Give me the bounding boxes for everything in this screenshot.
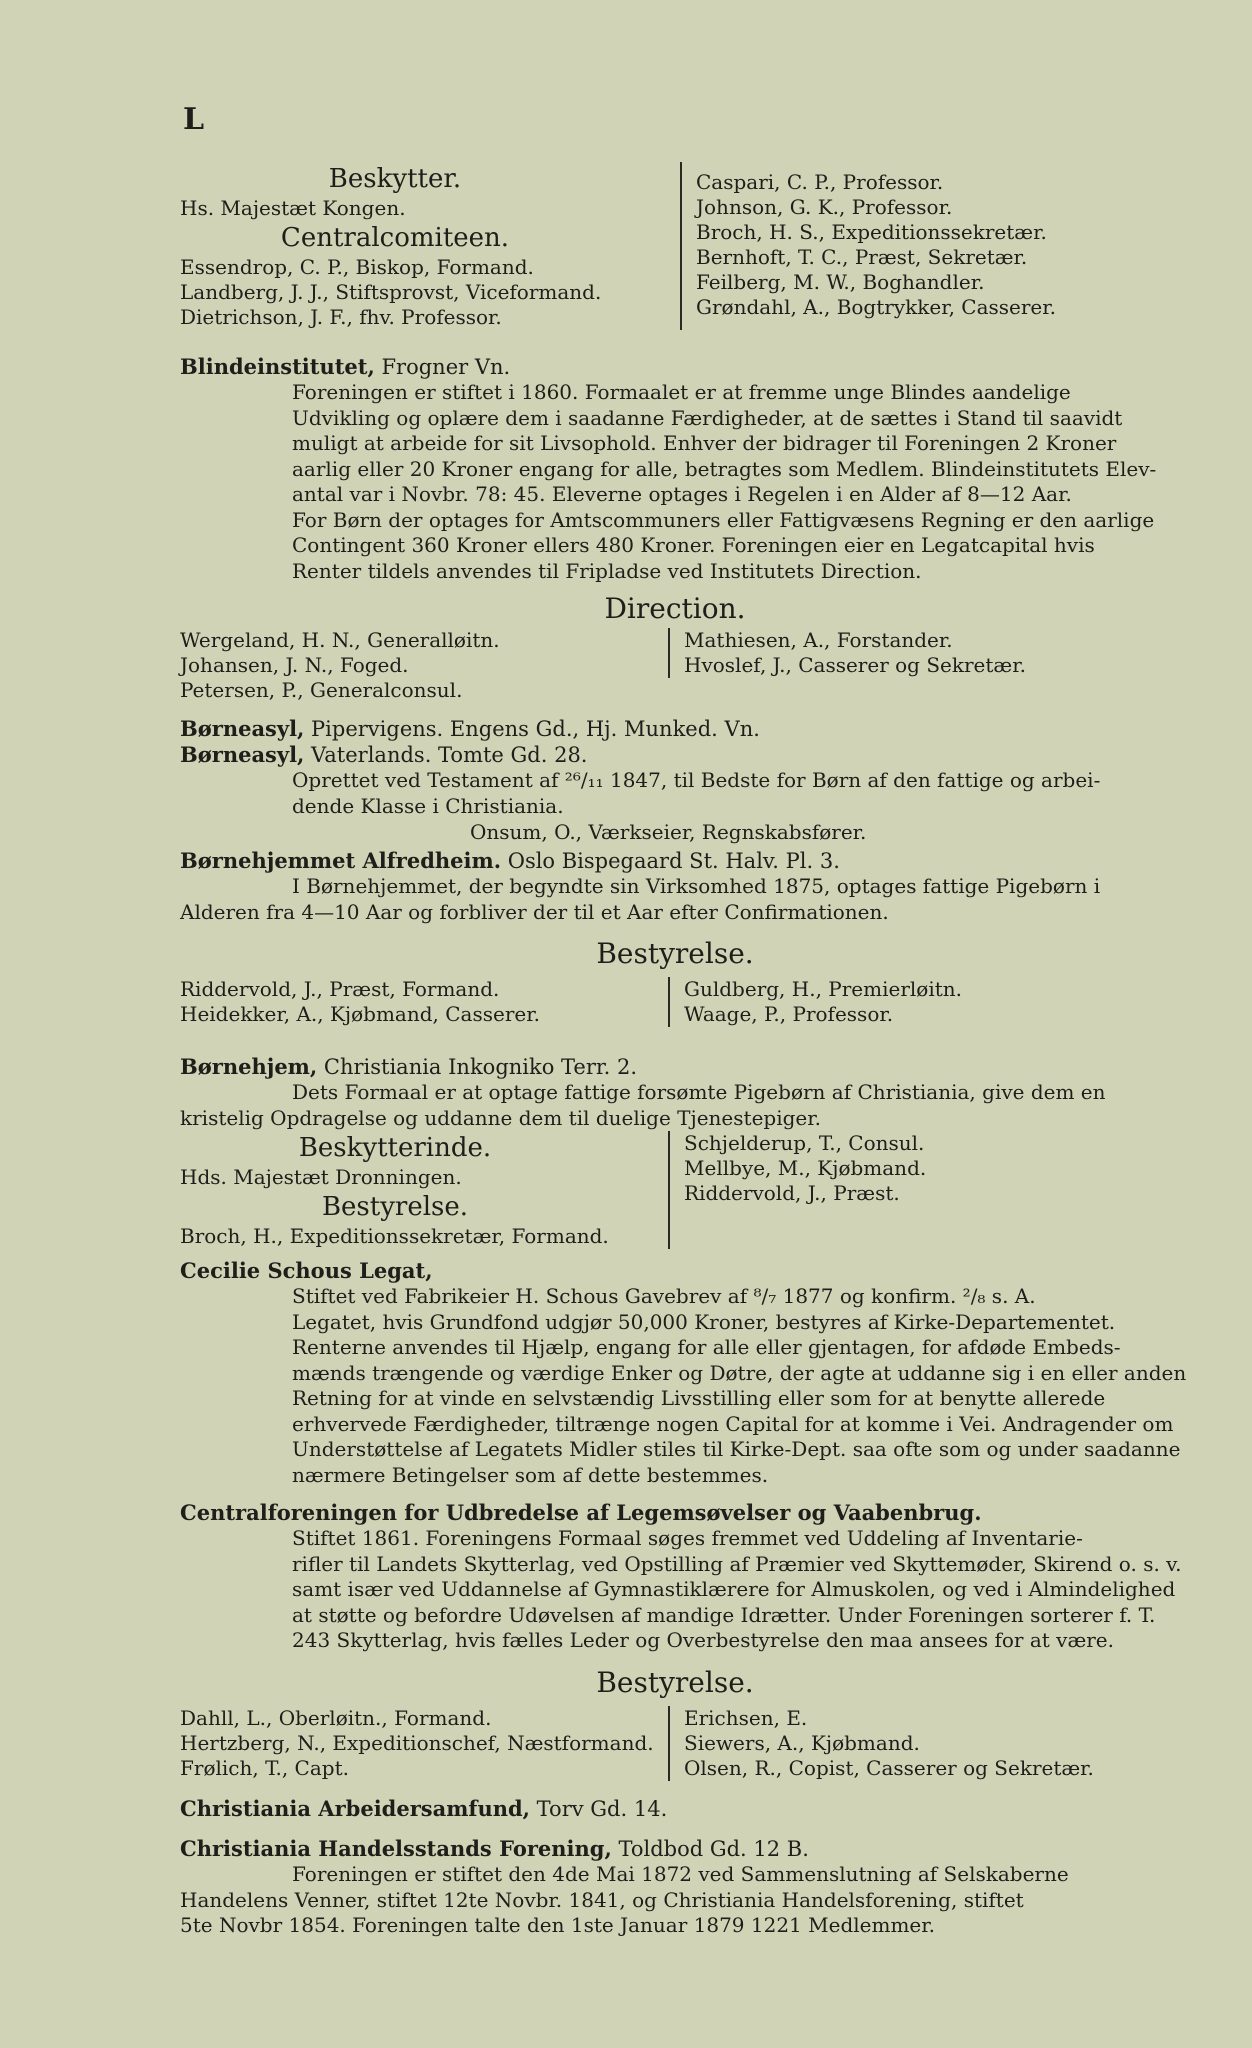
text-line: 243 Skytterlag, hvis fælles Leder og Overbestyrelse den maa ansees for at være.: [292, 1628, 1115, 1652]
entry-blindeinstitutet: [180, 354, 1170, 703]
text-line: Udvikling og oplære dem i saadanne Færdigheder, at de sættes i Stand til saavidt: [292, 405, 1123, 430]
text-line: samt især ved Uddannelse af Gymnastiklærere for Almuskolen, og ved i Almindelighed: [292, 1577, 1176, 1601]
entry-address: Frogner Vn.: [374, 355, 511, 379]
member-line: Heidekker, A., Kjøbmand, Casserer.: [180, 1002, 540, 1026]
member-line: Broch, H. S., Expeditionssekretær.: [696, 220, 1047, 244]
entry-centralforeningen: [180, 1500, 1182, 1781]
text-line: Stiftet ved Fabrikeier H. Schous Gavebrev af ⁸/₇ 1877 og konfirm. ²/₈ s. A.: [292, 1284, 1036, 1308]
member-line: Mellbye, M., Kjøbmand.: [684, 1156, 927, 1180]
entry-text: [180, 380, 1170, 584]
member-line: Feilberg, M. W., Boghandler.: [696, 270, 985, 294]
text-line: Understøttelse af Legatets Midler stiles til Kirke-Dept. saa ofte som og under saadanne: [292, 1437, 1181, 1461]
entry-address: Torv Gd. 14.: [530, 1797, 668, 1821]
member-line: Frølich, T., Capt.: [180, 1755, 349, 1780]
entry-name: Centralforeningen for Udbredelse af Legemsøvelser og Vaabenbrug.: [180, 1500, 982, 1525]
entry-text: [180, 1284, 1187, 1488]
entry-address: Christiania Inkogniko Terr. 2.: [317, 1055, 638, 1079]
member-line: Erichsen, E.: [684, 1705, 808, 1730]
text-line: 5te Novbr 1854. Foreningen talte den 1ste Januar 1879 1221 Medlemmer.: [180, 1913, 935, 1937]
member-line: Siewers, A., Kjøbmand.: [684, 1730, 920, 1755]
entry-text: [180, 1862, 1170, 1939]
member-line: Broch, H., Expeditionssekretær, Formand.: [180, 1224, 609, 1248]
entry-title: [180, 716, 1170, 742]
text-line: Renterne anvendes til Hjælp, engang for alle eller gjentagen, for afdøde Embeds-: [292, 1335, 1121, 1359]
member-line: Hertzberg, N., Expeditionschef, Næstformand.: [180, 1730, 654, 1755]
heading-bestyrelse: Bestyrelse.: [596, 1665, 754, 1699]
heading-centralcomiteen: Centralcomiteen.: [280, 223, 510, 253]
entry-name: Blindeinstitutet,: [180, 354, 375, 379]
text-line: For Børn der optages for Amtscommuners eller Fattigvæsens Regning er den aarlige: [292, 507, 1155, 532]
text-line: Foreningen er stiftet i 1860. Formaalet er at fremme unge Blindes aandelige: [292, 380, 1071, 404]
text-line: Contingent 360 Kroner ellers 480 Kroner. Foreningen eier en Legatcapital hvis: [292, 533, 1095, 557]
entry-text: [180, 874, 1170, 925]
entry-title: [180, 742, 1170, 768]
entry-alfredheim: [180, 848, 1170, 1027]
text-line: kristelig Opdragelse og uddanne dem til duelige Tjenestepiger.: [180, 1105, 821, 1130]
member-line: Johnson, G. K., Professor.: [696, 195, 953, 219]
heading-direction: Direction.: [604, 592, 746, 625]
member-line: Landberg, J. J., Stiftsprovst, Viceformand.: [180, 280, 602, 304]
entry-arbeidersamfund: [180, 1796, 1170, 1822]
page-letter: L: [183, 102, 205, 137]
entry-borneasyl: [180, 716, 1170, 845]
text-line: Stiftet 1861. Foreningens Formaal søges fremmet ved Uddeling af Inventarie-: [292, 1526, 1083, 1550]
entry-name: Børnehjem,: [180, 1054, 318, 1079]
member-line: Mathiesen, A., Forstander.: [684, 628, 953, 652]
entry-name: Christiania Arbeidersamfund,: [180, 1796, 530, 1821]
entry-address: Vaterlands. Tomte Gd. 28.: [304, 743, 588, 767]
member-line: Riddervold, J., Præst, Formand.: [180, 977, 500, 1001]
text-line: muligt at arbeide for sit Livsophold. Enhver der bidrager til Foreningen 2 Kroner: [292, 431, 1117, 455]
heading-beskytter: Beskytter.: [328, 164, 462, 194]
text-line: Handelens Venner, stiftet 12te Novbr. 1841, og Christiania Handelsforening, stiftet: [180, 1887, 1024, 1912]
entry-title: [180, 1836, 1170, 1862]
member-line: Guldberg, H., Premierløitn.: [684, 977, 963, 1001]
text-line: Legatet, hvis Grundfond udgjør 50,000 Kroner, bestyres af Kirke-Departementet.: [292, 1309, 1116, 1334]
entry-address: Oslo Bispegaard St. Halv. Pl. 3.: [501, 849, 840, 873]
member-line: Dahll, L., Oberløitn., Formand.: [180, 1705, 492, 1730]
entry-name: Børneasyl,: [180, 742, 305, 767]
member-line: Bernhoft, T. C., Præst, Sekretær.: [696, 245, 1028, 269]
member-line: Waage, P., Professor.: [684, 1002, 894, 1026]
text-line: erhvervede Færdigheder, tiltrænge nogen Capital for at komme i Vei. Andragender om: [292, 1411, 1174, 1436]
entry-name: Cecilie Schous Legat,: [180, 1258, 433, 1283]
text-line: rifler til Landets Skytterlag, ved Opstilling af Præmier ved Skyttemøder, Skirend o. s. v.: [292, 1551, 1182, 1576]
member-line: Essendrop, C. P., Biskop, Formand.: [180, 255, 534, 279]
protector-line: Hds. Majestæt Dronningen.: [180, 1165, 462, 1189]
text-line: Renter tildels anvendes til Fripladse ved Institutets Direction.: [292, 558, 922, 583]
text-line: I Børnehjemmet, der begyndte sin Virksomhed 1875, optages fattige Pigebørn i: [292, 874, 1101, 898]
member-line: Grøndahl, A., Bogtrykker, Casserer.: [696, 295, 1056, 319]
member-line: Caspari, C. P., Professor.: [696, 170, 944, 194]
entry-title: [180, 354, 1170, 380]
heading-bestyrelse: Bestyrelse.: [321, 1192, 469, 1222]
text-line: Oprettet ved Testament af ²⁶/₁₁ 1847, til Bedste for Børn af den fattige og arbei-: [292, 768, 1101, 792]
text-line: dende Klasse i Christiania.: [292, 793, 564, 818]
accountant-line: Onsum, O., Værkseier, Regnskabsfører.: [470, 820, 867, 844]
member-line: Wergeland, H. N., Generalløitn.: [180, 628, 500, 652]
member-line: Riddervold, J., Præst.: [684, 1181, 900, 1205]
text-line: mænds trængende og værdige Enker og Døtre, der agte at uddanne sig i en eller anden: [292, 1360, 1187, 1385]
member-line: Schjelderup, T., Consul.: [684, 1131, 925, 1155]
entry-title: [180, 1258, 1170, 1284]
member-line: Hvoslef, J., Casserer og Sekretær.: [684, 653, 1026, 677]
member-line: Dietrichson, J. F., fhv. Professor.: [180, 305, 502, 329]
entry-title: [180, 1796, 1170, 1822]
text-line: aarlig eller 20 Kroner engang for alle, betragtes som Medlem. Blindeinstitutets Elev-: [292, 456, 1157, 481]
text-line: at støtte og befordre Udøvelsen af mandige Idrætter. Under Foreningen sorterer f. T.: [292, 1602, 1156, 1627]
entry-text: [180, 1526, 1182, 1654]
heading-bestyrelse: Bestyrelse.: [596, 937, 754, 970]
member-line: Petersen, P., Generalconsul.: [180, 678, 463, 702]
entry-title: [180, 1054, 1170, 1080]
entry-handelsstands-forening: [180, 1836, 1170, 1939]
text-line: antal var i Novbr. 78: 45. Eleverne optages i Regelen i en Alder af 8—12 Aar.: [292, 482, 1072, 506]
text-line: Alderen fra 4—10 Aar og forbliver der til et Aar efter Confirmationen.: [180, 899, 889, 924]
member-line: Johansen, J. N., Foged.: [180, 653, 409, 677]
entry-title: [180, 1500, 1170, 1526]
entry-text: [180, 1080, 1170, 1131]
text-line: nærmere Betingelser som af dette bestemmes.: [292, 1462, 769, 1487]
entry-title: [180, 848, 1170, 874]
entry-name: Christiania Handelsstands Forening,: [180, 1836, 612, 1861]
text-line: Dets Formaal er at optage fattige forsømte Pigebørn af Christiania, give dem en: [292, 1080, 1106, 1104]
entry-bornehjem: [180, 1054, 1170, 1249]
entry-name: Børneasyl,: [180, 716, 305, 741]
entry-address: Pipervigens. Engens Gd., Hj. Munked. Vn.: [304, 717, 760, 741]
beskytter-block: [180, 162, 1170, 330]
entry-address: Toldbod Gd. 12 B.: [611, 1837, 809, 1861]
entry-text: [180, 768, 1170, 819]
text-line: Retning for at vinde en selvstændig Livsstilling eller som for at benytte allerede: [292, 1386, 1106, 1410]
protector-line: Hs. Majestæt Kongen.: [180, 196, 406, 220]
member-line: Olsen, R., Copist, Casserer og Sekretær.: [684, 1755, 1094, 1780]
text-line: Foreningen er stiftet den 4de Mai 1872 ved Sammenslutning af Selskaberne: [292, 1862, 1069, 1886]
entry-cecilie-schous-legat: [180, 1258, 1187, 1488]
heading-beskytterinde: Beskytterinde.: [298, 1133, 492, 1163]
entry-name: Børnehjemmet Alfredheim.: [180, 848, 502, 873]
